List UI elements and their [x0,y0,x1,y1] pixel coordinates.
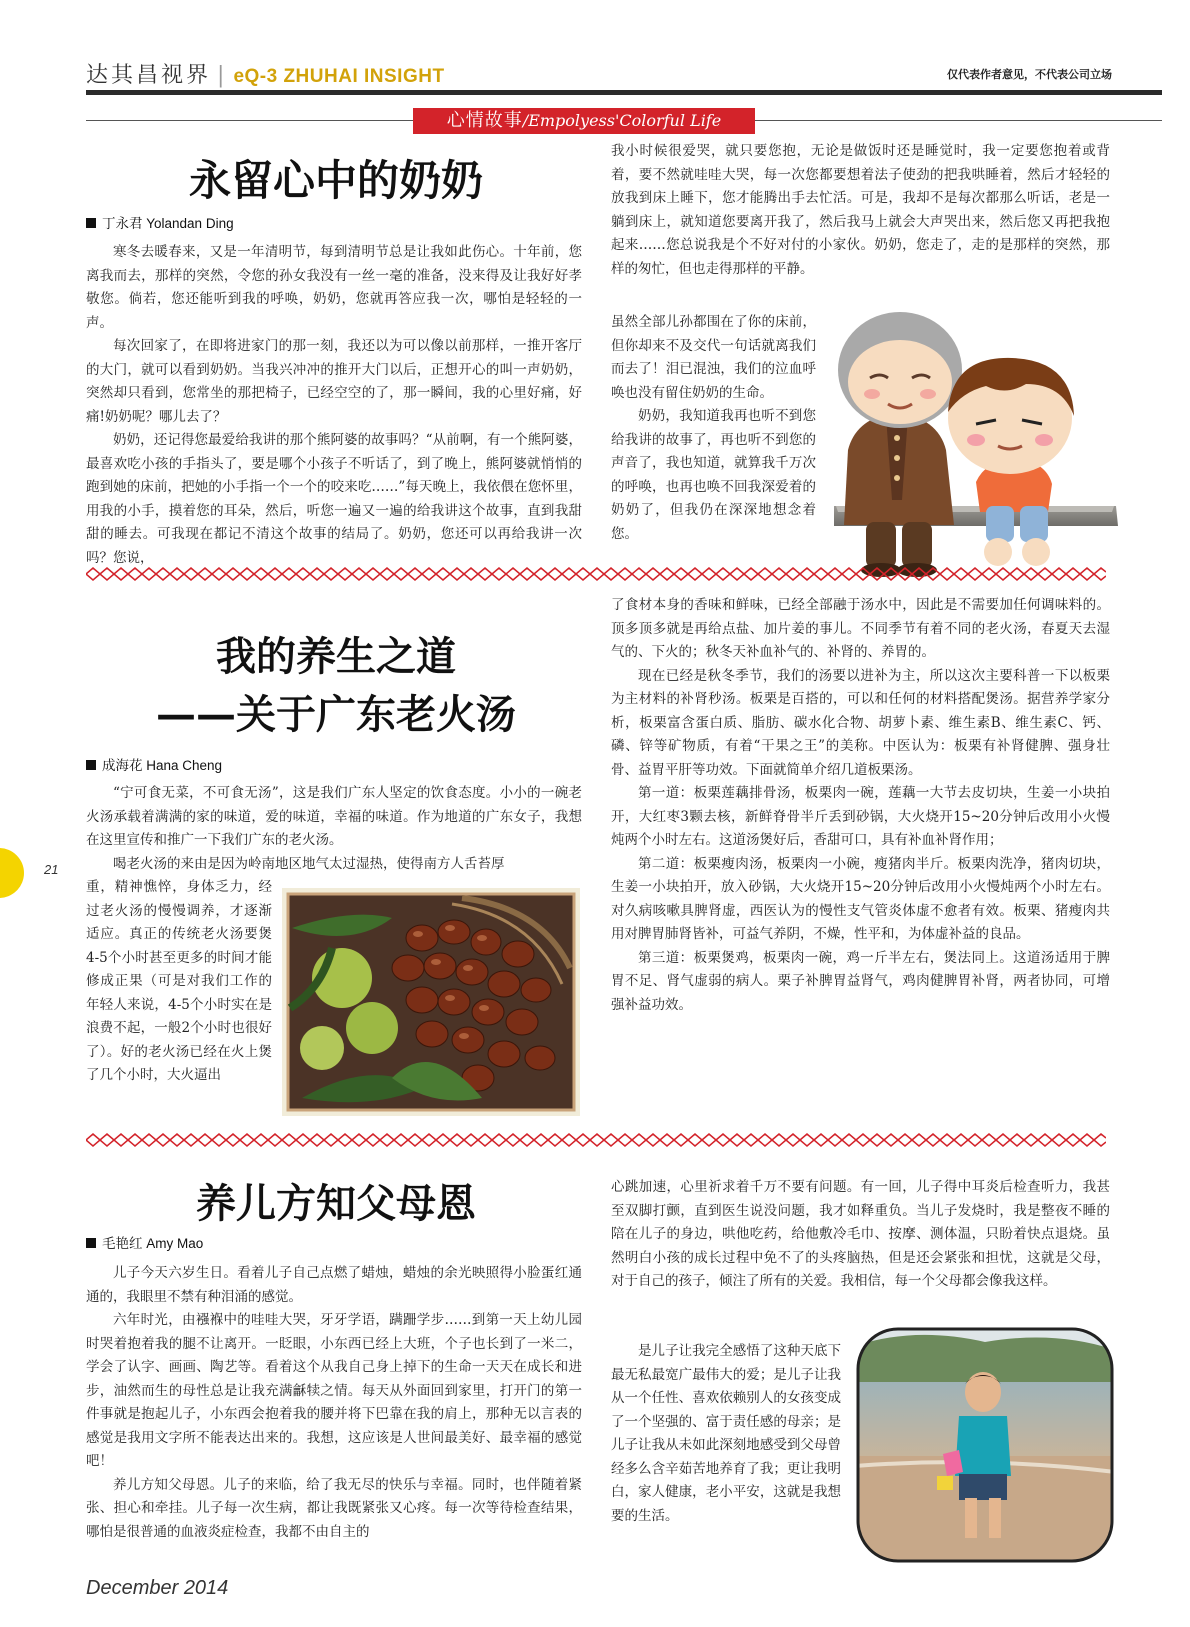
magazine-title: 达其昌视界 [86,63,212,88]
article2-title-line2: ——关于广东老火汤 [156,691,516,738]
magazine-header [86,58,445,89]
section-label-en: Empolyess'Colorful Life [528,111,722,130]
header-rule [86,90,1162,95]
article2-byline [86,754,222,774]
article2-left-narrow [86,876,272,1088]
article3-paragraph: 六年时光，由襁褓中的哇哇大哭，牙牙学语，蹒跚学步……到第一天上幼儿园时哭着抱着我的腿不让离开。一眨眼，小东西已经上大班，个子也长到了一米二，学会了认字、画画、陶艺等。看着这个从我自己身上掉下的生命一天天在成长和进步，油然而生的母性总是让我充满龢犊之情。每天从外面回到家里，打开门的第一件事就是抱起儿子，小东西会抱着我的腰并将下巴靠在我的肩上，那种无以言表的感觉是我用文字所不能表达出来的。我想，这应该是人世间最美好、最幸福的感觉吧！ [86,1312,582,1469]
article1-author: 丁永君 Yolandan Ding [102,216,234,231]
section-label [413,108,755,134]
article3-right-column [611,1176,1110,1294]
byline-marker [86,1238,96,1248]
chestnut-photo [282,888,580,1116]
article3-title: 养儿方知父母恩 [196,1180,476,1227]
article3-author: 毛艳红 Amy Mao [102,1236,204,1251]
article1-title: 永留心中的奶奶 [188,156,483,205]
article1-right-narrow [611,311,816,546]
article1-paragraph: 我小时候很爱哭，就只要您抱，无论是做饭时还是睡觉时，我一定要您抱着或背着，要不然就哇哇大哭，每一次您都要想着法子使劲的把我哄睡着，然后才轻轻的放我到床上睡下，您才能腾出手去忙活。可是，我却不是每次都那么听话，老是一躺到床上，就知道您要离开我了，然后我马上就会大声哭出来，然后您又再把我抱起来……您总说我是个不好对付的小家伙。奶奶，您走了，走的是那样的突然，那样的匆忙，但也走得那样的平静。 [611,143,1110,277]
zigzag-divider [86,1133,1106,1147]
article3-paragraph: 儿子今天六岁生日。看着儿子自己点燃了蜡烛，蜡烛的余光映照得小脸蛋红通通的，我眼里不禁有种泪涌的感觉。 [86,1265,582,1305]
article3-paragraph: 养儿方知父母恩。儿子的来临，给了我无尽的快乐与幸福。同时，也伴随着紧张、担心和牵挂。儿子每一次生病，都让我既紧张又心疼。每一次等待检查结果，哪怕是很普通的血液炎症检查，我都不由自主的 [86,1476,582,1540]
article1-paragraph: 奶奶，还记得您最爱给我讲的那个熊阿婆的故事吗？“从前啊，有一个熊阿婆，最喜欢吃小孩的手指头了，要是哪个小孩子不听话了，到了晚上，熊阿婆就悄悄的跑到她的床前，把她的小手指一个一个的咬来吃……”每天晚上，我依偎在您怀里，用我的小手，摸着您的耳朵，然后，听您一遍又一遍的给我讲这个故事，直到我甜甜的睡去。可我现在都记不清这个故事的结局了。奶奶，您还可以再给我讲一次吗？您说， [86,432,582,566]
article3-paragraph: 是儿子让我完全感悟了这种天底下最无私最宽广最伟大的爱；是儿子让我从一个任性、喜欢依赖别人的女孩变成了一个坚强的、富于责任感的母亲；是儿子让我从未如此深刻地感受到父母曾经多么含辛茹苦地养育了我；更让我明白，家人健康，老小平安，这就是我想要的生活。 [611,1343,841,1524]
article1-right-column [611,140,1110,281]
article2-paragraph: 现在已经是秋冬季节，我们的汤要以进补为主，所以这次主要科普一下以板栗为主材料的补肾秒汤。板栗是百搭的，可以和任何的材料搭配煲汤。据营养学家分析，板栗富含蛋白质、脂肪、碳水化合物、胡萝卜素、维生素B、维生素C、钙、磷、锌等矿物质，有着“干果之王”的美称。中医认为：板栗有补肾健脾、强身壮骨、益胃平肝等功效。下面就简单介绍几道板栗汤。 [611,667,1110,778]
article2-paragraph: 了食材本身的香味和鲜味，已经全部融于汤水中，因此是不需要加任何调味料的。顶多顶多就是再给点盐、加片姜的事儿。不同季节有着不同的老火汤，春夏天去湿气的、下火的；秋冬天补血补气的、补肾的、养胃的。 [611,597,1110,660]
article1-byline [86,212,234,232]
article2-paragraph: 第一道：板栗莲藕排骨汤，板栗肉一碗，莲藕一大节去皮切块，生姜一小块拍开，大红枣3颗去核，新鲜脊骨半斤丢到砂锅，大火烧开15~20分钟后改用小火慢炖两个小时左右。这道汤煲好后，香甜可口，具有补血补肾作用； [611,785,1110,848]
article2-paragraph: 喝老火汤的来由是因为岭南地区地气太过湿热，使得南方人舌苔厚 [113,855,505,872]
boy-beach-photo [855,1326,1115,1564]
article1-left-column [86,241,582,570]
disclaimer: 仅代表作者意见，不代表公司立场 [947,69,1112,81]
section-label-sep: / [522,111,529,130]
header-separator: | [217,63,228,88]
article1-paragraph: 虽然全部儿孙都围在了你的床前，但你却来不及交代一句话就离我们而去了！泪已混浊，我们的泣血呼唤也没有留住奶奶的生命。 [611,314,816,401]
magazine-brand: eQ-3 ZHUHAI INSIGHT [233,66,445,87]
article3-left-column [86,1262,582,1544]
article2-author: 成海花 Hana Cheng [102,758,223,773]
issue-date: December 2014 [86,1577,229,1599]
article1-paragraph: 每次回家了，在即将进家门的那一刻，我还以为可以像以前那样，一推开客厅的大门，就可以看到奶奶。当我兴冲冲的推开大门以后，正想开心的叫一声奶奶，突然却只看到，您常坐的那把椅子，已经空空的了，那一瞬间，我的心里好痛，好痛!奶奶呢？哪儿去了？ [86,338,582,425]
article2-paragraph: 第三道：板栗煲鸡，板栗肉一碗，鸡一斤半左右，煲法同上。这道汤适用于脾胃不足、肾气虚弱的病人。栗子补脾胃益肾气，鸡肉健脾胃补肾，两者协同，可增强补益功效。 [611,949,1110,1013]
section-label-cn: 心情故事 [446,110,523,131]
article2-paragraph: 重，精神憔悴，身体乏力，经过老火汤的慢慢调养，才逐渐适应。真正的传统老火汤要煲4-5个小时甚至更多的时间才能修成正果（可是对我们工作的年轻人来说，4-5个小时实在是浪费不起，一般2个小时也很好了）。好的老火汤已经在火上煲了几个小时，大火逼出 [86,879,272,1083]
article1-paragraph: 寒冬去暖春来，又是一年清明节，每到清明节总是让我如此伤心。十年前，您离我而去，那样的突然，令您的孙女我没有一丝一毫的准备，没来得及让我好好孝敬您。倘若，您还能听到我的呼唤，奶奶，您就再答应我一次，哪怕是轻轻的一声。 [86,244,582,331]
article3-right-narrow [611,1340,841,1528]
byline-marker [86,760,96,770]
grandma-child-illustration [826,300,1122,582]
page-number: 21 [44,862,59,877]
article3-paragraph: 心跳加速，心里祈求着千万不要有问题。有一回，儿子得中耳炎后检查听力，我甚至双脚打颤，直到医生说没问题，我才如释重负。当儿子发烧时，我是整夜不睡的陪在儿子的身边，哄他吃药，给他敷冷毛巾、按摩、测体温，只盼着快点退烧。虽然明白小孩的成长过程中免不了的头疼脑热，但是还会紧张和担忧，这就是父母，对于自己的孩子，倾注了所有的关爱。我相信，每一个父母都会像我这样。 [611,1179,1110,1289]
article2-paragraph: “宁可食无菜，不可食无汤”，这是我们广东人坚定的饮食态度。小小的一碗老火汤承载着满满的家的味道，爱的味道，幸福的味道。作为地道的广东女子，我想在这里宣传和推广一下我们广东的老火汤。 [86,785,582,848]
article2-paragraph: 第二道：板栗瘦肉汤，板栗肉一小碗，瘦猪肉半斤。板栗肉洗净，猪肉切块，生姜一小块拍开，放入砂锅，大火烧开15~20分钟后改用小火慢炖两个小时左右。对久病咳嗽具脾肾虚，西医认为的慢性支气管炎体虚不愈者有效。板栗、猪瘦肉共用对脾胃肺肾皆补，可益气养阴，不燥，性平和，为体虚补益的良品。 [611,855,1110,942]
article2-right-column [611,594,1110,1017]
article2-left-column [86,782,582,876]
byline-marker [86,218,96,228]
article2-title-line1: 我的养生之道 [216,633,456,680]
article1-paragraph: 奶奶，我知道我再也听不到您给我讲的故事了，再也听不到您的声音了，我也知道，就算我千万次的呼唤，也再也唤不回我深爱着的奶奶了，但我仍在深深地想念着您。 [611,408,816,542]
zigzag-divider [86,567,1106,581]
page-marker-dot [0,848,24,898]
article3-byline [86,1232,203,1252]
